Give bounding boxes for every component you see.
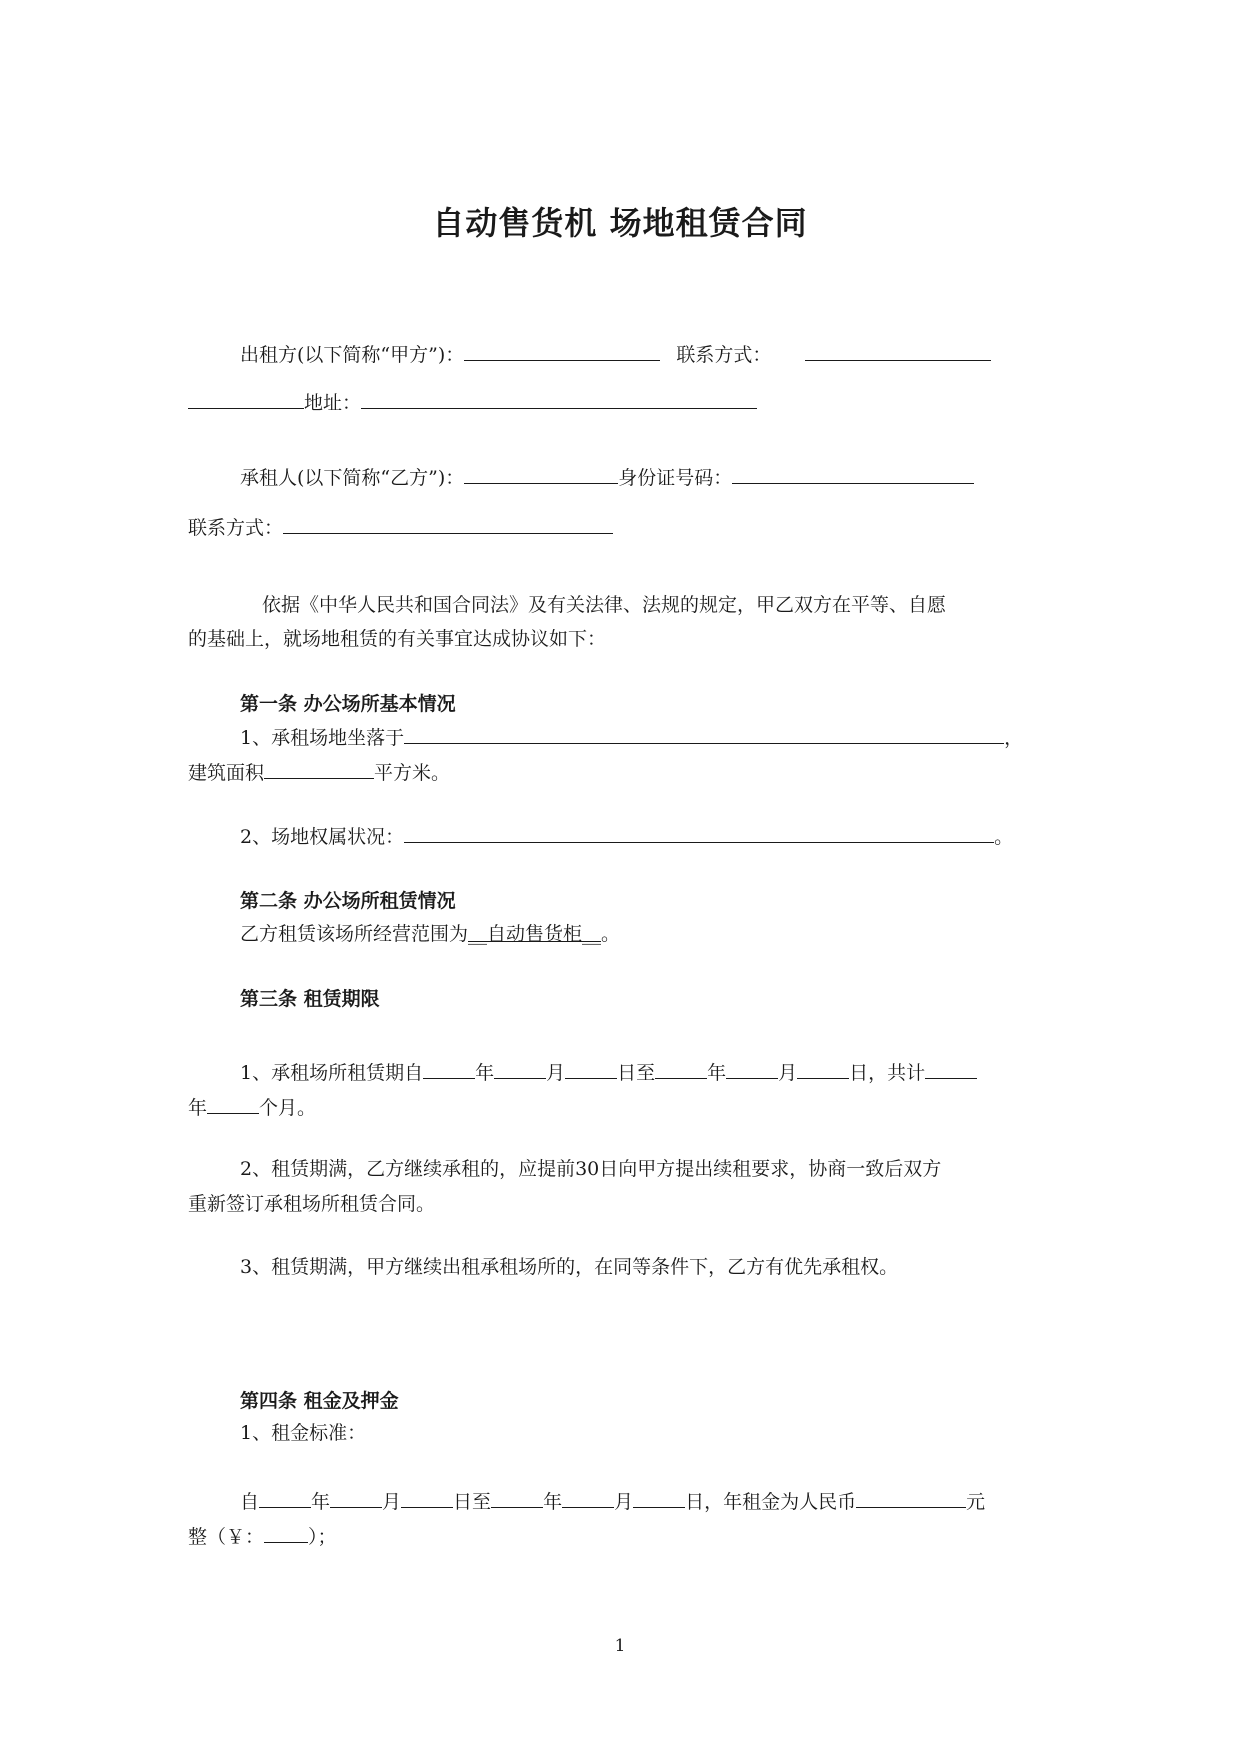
day-to-label: 日至 <box>453 1491 492 1513</box>
yuan-label: 元 <box>966 1491 986 1513</box>
ownership-label: 2、场地权属状况： <box>240 826 405 848</box>
party-b-name-field[interactable] <box>464 462 618 484</box>
from-label: 自 <box>240 1491 260 1513</box>
year-label: 年 <box>311 1491 331 1513</box>
ownership-field[interactable] <box>404 821 994 843</box>
article-1-item-2 <box>240 821 1052 851</box>
area-label: 建筑面积 <box>188 762 265 784</box>
article-3-item-2-line-1: 2、租赁期满，乙方继续承租的，应提前30日向甲方提出续租要求，协商一致后双方 <box>240 1158 942 1180</box>
article-3-item-2-line-2: 重新签订承租场所租赁合同。 <box>188 1193 436 1215</box>
party-a-address-field[interactable] <box>361 387 757 409</box>
total-year-field[interactable] <box>925 1057 977 1079</box>
scope-end: 。 <box>601 923 621 945</box>
year-label: 年 <box>707 1062 727 1084</box>
party-b-contact-field[interactable] <box>283 512 613 534</box>
article-1-item-1-prefix: 1、承租场地坐落于 <box>240 727 405 749</box>
rent-end-year-field[interactable] <box>491 1486 543 1508</box>
end-month-field[interactable] <box>726 1057 778 1079</box>
document-title: 自动售货机 场地租赁合同 <box>432 204 808 242</box>
party-a-label: 出租方(以下简称“甲方”)： <box>240 344 465 366</box>
article-4-rent-line-cont <box>188 1521 1052 1551</box>
end-day-field[interactable] <box>797 1057 849 1079</box>
ownership-end: 。 <box>994 826 1014 848</box>
party-a-contact-field-continued[interactable] <box>188 387 304 409</box>
article-3-item-1 <box>240 1057 1052 1087</box>
article-4-item-1: 1、租金标准： <box>240 1422 367 1444</box>
start-year-field[interactable] <box>423 1057 475 1079</box>
whole-suffix: ）； <box>308 1526 337 1548</box>
article-1-heading: 第一条 办公场所基本情况 <box>240 693 456 715</box>
page-number: 1 <box>614 1636 626 1656</box>
day-to-label: 日至 <box>617 1062 656 1084</box>
day-total-label: 日，共计 <box>849 1062 926 1084</box>
month-label: 月 <box>614 1491 634 1513</box>
year-label: 年 <box>543 1491 563 1513</box>
article-2-heading: 第二条 办公场所租赁情况 <box>240 890 456 912</box>
article-2-text <box>240 920 1052 948</box>
rent-start-day-field[interactable] <box>401 1486 453 1508</box>
party-b-contact-label: 联系方式： <box>188 517 284 539</box>
start-day-field[interactable] <box>565 1057 617 1079</box>
rent-end-month-field[interactable] <box>562 1486 614 1508</box>
rent-end-day-field[interactable] <box>633 1486 685 1508</box>
scope-prefix: 乙方租赁该场所经营范围为 <box>240 923 469 945</box>
article-1-item-1 <box>240 722 1052 752</box>
article-4-heading: 第四条 租金及押金 <box>240 1390 399 1412</box>
whole-prefix: 整（￥： <box>188 1526 265 1548</box>
party-b-line <box>240 462 1052 492</box>
article-1-area-line <box>188 757 1052 787</box>
year-label: 年 <box>188 1097 208 1119</box>
scope-value: __自动售货柜__ <box>468 923 602 945</box>
party-a-contact-label: 联系方式： <box>676 344 772 366</box>
article-3-item-1-cont <box>188 1092 1052 1122</box>
start-month-field[interactable] <box>494 1057 546 1079</box>
year-label: 年 <box>475 1062 495 1084</box>
article-4-rent-line <box>240 1486 1052 1516</box>
party-a-address-label: 地址： <box>304 392 362 414</box>
annual-rent-field[interactable] <box>856 1486 966 1508</box>
party-b-id-field[interactable] <box>732 462 974 484</box>
party-b-label: 承租人(以下简称“乙方”)： <box>240 467 465 489</box>
area-unit: 平方米。 <box>374 762 451 784</box>
total-months-field[interactable] <box>207 1092 259 1114</box>
party-b-id-label: 身份证号码： <box>618 467 733 489</box>
rent-start-year-field[interactable] <box>259 1486 311 1508</box>
term-prefix: 1、承租场所租赁期自 <box>240 1062 424 1084</box>
party-a-line <box>240 339 1052 369</box>
preamble-line-2: 的基础上，就场地租赁的有关事宜达成协议如下： <box>188 628 607 650</box>
party-b-contact-line <box>188 512 1052 542</box>
article-3-heading: 第三条 租赁期限 <box>240 988 380 1010</box>
end-year-field[interactable] <box>655 1057 707 1079</box>
rent-start-month-field[interactable] <box>330 1486 382 1508</box>
party-a-name-field[interactable] <box>464 339 660 361</box>
month-label: 月 <box>382 1491 402 1513</box>
article-1-item-1-comma: ， <box>1004 727 1024 749</box>
months-end: 个月。 <box>259 1097 317 1119</box>
annual-rent-label: 日，年租金为人民币 <box>685 1491 857 1513</box>
site-location-field[interactable] <box>404 722 1004 744</box>
party-a-address-line <box>188 387 1052 417</box>
rent-amount-field[interactable] <box>264 1521 308 1543</box>
month-label: 月 <box>778 1062 798 1084</box>
article-3-item-3: 3、租赁期满，甲方继续出租承租场所的，在同等条件下，乙方有优先承租权。 <box>240 1256 899 1278</box>
preamble-line-1: 依据《中华人民共和国合同法》及有关法律、法规的规定，甲乙双方在平等、自愿 <box>262 594 947 616</box>
area-field[interactable] <box>264 757 374 779</box>
party-a-contact-field[interactable] <box>805 339 991 361</box>
month-label: 月 <box>546 1062 566 1084</box>
